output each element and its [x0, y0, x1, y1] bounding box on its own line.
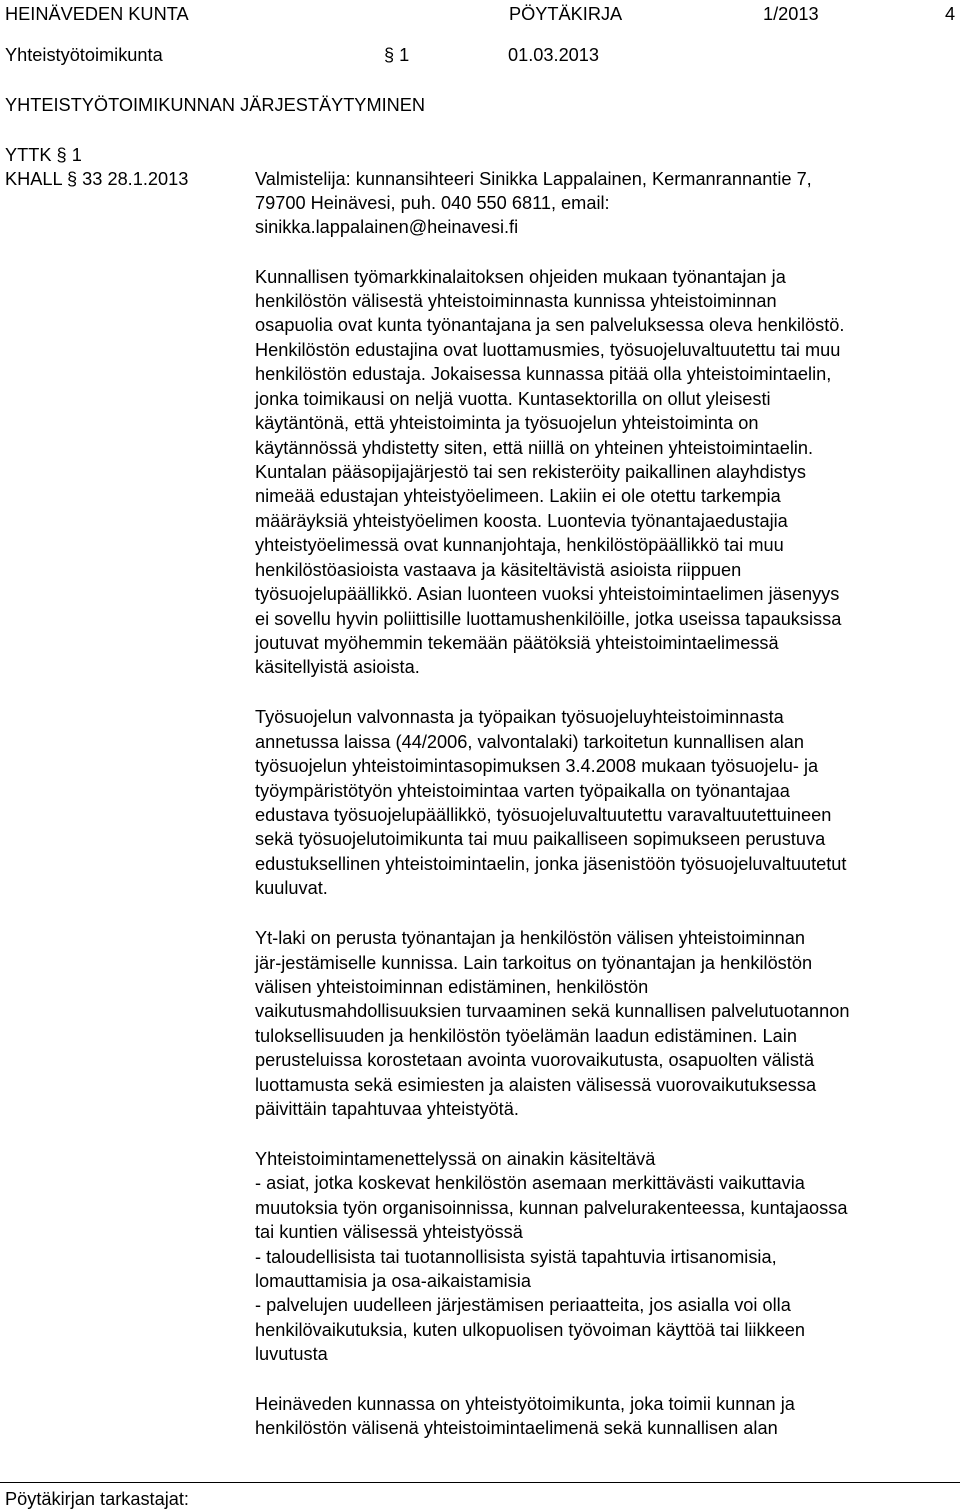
text-line: käytännössä yhdistetty siten, että niillä on yhteinen yhteistoimintaelin. — [255, 438, 814, 458]
text-line: päivittäin tapahtuvaa yhteistyötä. — [255, 1099, 519, 1119]
document-type: PÖYTÄKIRJA — [509, 4, 623, 24]
text-line: muutoksia työn organisoinnissa, kunnan palvelurakenteessa, kuntajaossa — [255, 1198, 848, 1218]
text-line: henkilöstöasioista vastaava ja käsiteltävistä asioista riippuen — [255, 560, 742, 580]
text-line: Yt-laki on perusta työnantajan ja henkilöstön välisen yhteistoiminnan — [255, 928, 805, 948]
text-line: Henkilöstön edustajina ovat luottamusmies, työsuojeluvaltuutettu tai muu — [255, 340, 841, 360]
section-reference: § 1 — [384, 45, 410, 65]
footer-divider — [0, 1482, 960, 1483]
text-line: henkilöstön edustaja. Jokaisessa kunnassa pitää olla yhteistoimintaelin, — [255, 364, 832, 384]
text-line: sekä työsuojelutoimikunta tai muu paikalliseen sopimukseen perustuva — [255, 829, 826, 849]
meeting-body: Yhteistyötoimikunta — [5, 45, 163, 65]
text-line: osapuolia ovat kunta työnantajana ja sen palveluksessa oleva henkilöstö. — [255, 315, 845, 335]
text-line: tuloksellisuuden ja henkilöstön työelämän laadun edistäminen. Lain — [255, 1026, 797, 1046]
text-line: edustava työsuojelupäällikkö, työsuojeluvaltuutettu varavaltuutettuineen — [255, 805, 832, 825]
text-line: nimeää edustajan yhteistyöelimeen. Lakiin ei ole otettu tarkempia — [255, 486, 781, 506]
preparer-line: Valmistelija: kunnansihteeri Sinikka Lappalainen, Kermanrannantie 7, — [255, 169, 812, 189]
text-line: Heinäveden kunnassa on yhteistyötoimikunta, joka toimii kunnan ja — [255, 1394, 795, 1414]
footer-reviewers-label: Pöytäkirjan tarkastajat: — [5, 1489, 189, 1509]
yttk-reference: YTTK § 1 — [5, 145, 82, 165]
text-line: käsitellyistä asioista. — [255, 657, 420, 677]
khall-reference: KHALL § 33 28.1.2013 — [5, 169, 189, 189]
text-line: luvutusta — [255, 1344, 328, 1364]
text-line: henkilöstön välisestä yhteistoiminnasta kunnissa yhteistoiminnan — [255, 291, 777, 311]
text-line: Yhteistoimintamenettelyssä on ainakin käsiteltävä — [255, 1149, 656, 1169]
text-line: joutuvat myöhemmin tekemään päätöksiä yhteistoimintaelimessä — [255, 633, 779, 653]
text-line: yhteistyöelimessä ovat kunnanjohtaja, henkilöstöpäällikkö tai muu — [255, 535, 784, 555]
page-number: 4 — [945, 4, 956, 24]
text-line: henkilöstön välisenä yhteistoimintaelimenä sekä kunnallisen alan — [255, 1418, 778, 1438]
text-line: Kuntalan pääsopijajärjestö tai sen rekisteröity paikallinen alayhdistys — [255, 462, 806, 482]
list-item: - taloudellisista tai tuotannollisista syistä tapahtuvia irtisanomisia, — [255, 1247, 777, 1267]
text-line: henkilövaikutuksia, kuten ulkopuolisen työvoiman käyttöä tai liikkeen — [255, 1320, 805, 1340]
meeting-date: 01.03.2013 — [508, 45, 600, 65]
text-line: annetussa laissa (44/2006, valvontalaki) tarkoitetun kunnallisen alan — [255, 732, 804, 752]
document-number: 1/2013 — [763, 4, 819, 24]
text-line: perusteluissa korostetaan avointa vuorovaikutusta, osapuolten välistä — [255, 1050, 815, 1070]
text-line: edustuksellinen yhteistoimintaelin, jonka jäsenistöön työsuojeluvaltuutetut — [255, 854, 847, 874]
text-line: Kunnallisen työmarkkinalaitoksen ohjeiden mukaan työnantajan ja — [255, 267, 786, 287]
text-line: työsuojelupäällikkö. Asian luonteen vuoksi yhteistoimintaelimen jäsenyys — [255, 584, 840, 604]
list-item: - palvelujen uudelleen järjestämisen periaatteita, jos asialla voi olla — [255, 1295, 791, 1315]
text-line: kuuluvat. — [255, 878, 328, 898]
text-line: lomauttamisia ja osa-aikaistamisia — [255, 1271, 531, 1291]
preparer-email: sinikka.lappalainen@heinavesi.fi — [255, 217, 519, 237]
municipality-name: HEINÄVEDEN KUNTA — [5, 4, 189, 24]
text-line: välisen yhteistoiminnan edistäminen, henkilöstön — [255, 977, 649, 997]
text-line: Työsuojelun valvonnasta ja työpaikan työsuojeluyhteistoiminnasta — [255, 707, 784, 727]
text-line: määräyksiä yhteistyöelimen koosta. Luontevia työnantajaedustajia — [255, 511, 788, 531]
text-line: jär-jestämiselle kunnissa. Lain tarkoitus on työnantajan ja henkilöstön — [255, 953, 813, 973]
preparer-line: 79700 Heinävesi, puh. 040 550 6811, email: — [255, 193, 610, 213]
text-line: ei sovellu hyvin poliittisille luottamushenkilöille, jotka useissa tapauksissa — [255, 609, 842, 629]
list-item: - asiat, jotka koskevat henkilöstön asemaan merkittävästi vaikuttavia — [255, 1173, 805, 1193]
text-line: käytäntönä, että yhteistoiminta ja työsuojelun yhteistoiminta on — [255, 413, 759, 433]
text-line: luottamusta sekä esimiesten ja alaisten välisessä vuorovaikutuksessa — [255, 1075, 817, 1095]
text-line: jonka toimikausi on neljä vuotta. Kuntasektorilla on ollut yleisesti — [255, 389, 771, 409]
text-line: vaikutusmahdollisuuksien turvaaminen sekä kunnallisen palvelutuotannon — [255, 1001, 850, 1021]
text-line: työsuojelun yhteistoimintasopimuksen 3.4.2008 mukaan työsuojelu- ja — [255, 756, 819, 776]
text-line: tai kuntien välisessä yhteistyössä — [255, 1222, 523, 1242]
page-title: YHTEISTYÖTOIMIKUNNAN JÄRJESTÄYTYMINEN — [5, 95, 426, 115]
text-line: työympäristötyön yhteistoimintaa varten työpaikalla on työnantajaa — [255, 781, 790, 801]
